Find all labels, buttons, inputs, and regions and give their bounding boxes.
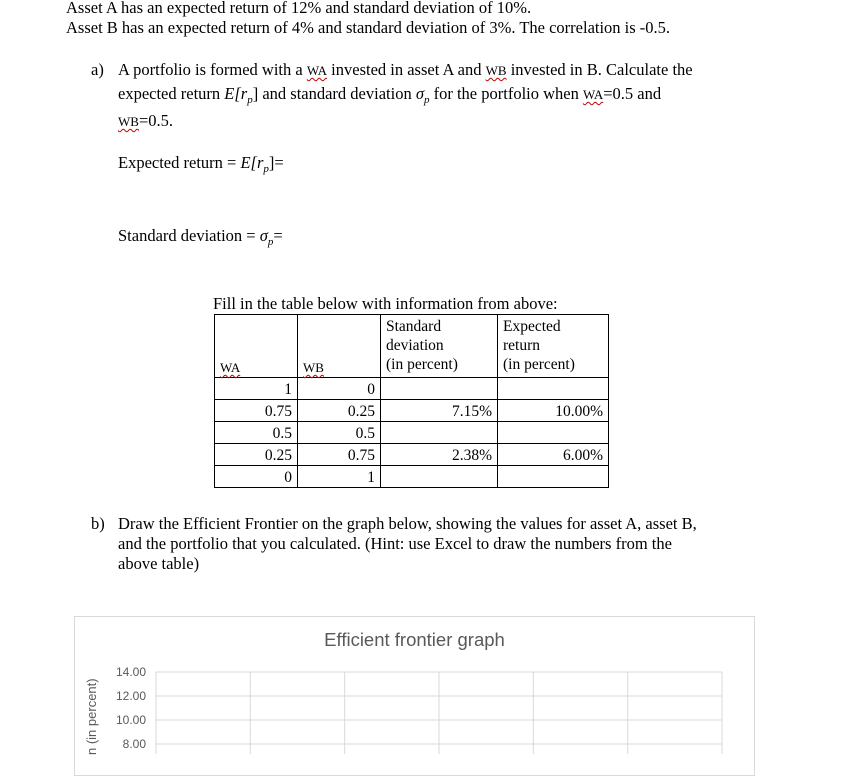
part-b-marker: b)	[91, 514, 105, 533]
header-wb: WB	[298, 315, 381, 378]
part-b-line-1: Draw the Efficient Frontier on the graph below, showing the values for asset A, asset B,	[118, 514, 697, 533]
cell-wb: 0.75	[298, 444, 381, 466]
y-axis-label: n (in percent)	[84, 678, 99, 755]
part-a-text-line-1: A portfolio is formed with a WA invested in asset A and WB invested in B. Calculate the	[118, 60, 693, 79]
cell-std: 2.38%	[381, 444, 498, 466]
expected-return-prompt: Expected return = $E[r_p]=$	[118, 153, 284, 175]
cell-wa: 0	[215, 466, 298, 488]
y-tick-label: 12.00	[115, 689, 146, 703]
header-ret: Expected return (in percent)	[498, 315, 609, 378]
y-tick-label: 8.00	[122, 737, 146, 751]
cell-ret: 6.00%	[498, 444, 609, 466]
header-wa: WA	[215, 315, 298, 378]
table-caption: Fill in the table below with information from above:	[213, 294, 558, 313]
cell-wb: 1	[298, 466, 381, 488]
part-b-line-3: above table)	[118, 554, 200, 573]
cell-wa: 0.5	[215, 422, 298, 444]
cell-wb: 0.5	[298, 422, 381, 444]
cell-std: 7.15%	[381, 400, 498, 422]
part-a-text-line-3: WB=0.5.	[118, 111, 174, 130]
wa-symbol: WA	[306, 63, 328, 78]
part-a-marker: a)	[91, 60, 104, 79]
wb-symbol: WB	[485, 63, 507, 78]
cell-wa: 1	[215, 378, 298, 400]
intro-line-2: Asset B has an expected return of 4% and standard deviation of 3%. The correlation is -0.5.	[66, 18, 671, 37]
header-std: Standard deviation (in percent)	[381, 315, 498, 378]
cell-wa: 0.25	[215, 444, 298, 466]
cell-ret: 10.00%	[498, 400, 609, 422]
part-b-line-2: and the portfolio that you calculated. (Hint: use Excel to draw the numbers from the	[118, 534, 672, 553]
cell-wb: 0.25	[298, 400, 381, 422]
chart-title: Efficient frontier graph	[324, 629, 505, 650]
y-tick-label: 10.00	[115, 713, 146, 727]
part-a-text-line-2: expected return $E[r_p]$ and standard deviation $\sigma_p$ for the portfolio when WA=0.5 and	[118, 84, 662, 106]
cell-wa: 0.75	[215, 400, 298, 422]
std-deviation-prompt: Standard deviation = $\sigma_p=$	[118, 226, 283, 248]
cell-wb: 0	[298, 378, 381, 400]
intro-line-1: Asset A has an expected return of 12% and standard deviation of 10%.	[66, 0, 532, 17]
y-tick-label: 14.00	[115, 665, 146, 679]
